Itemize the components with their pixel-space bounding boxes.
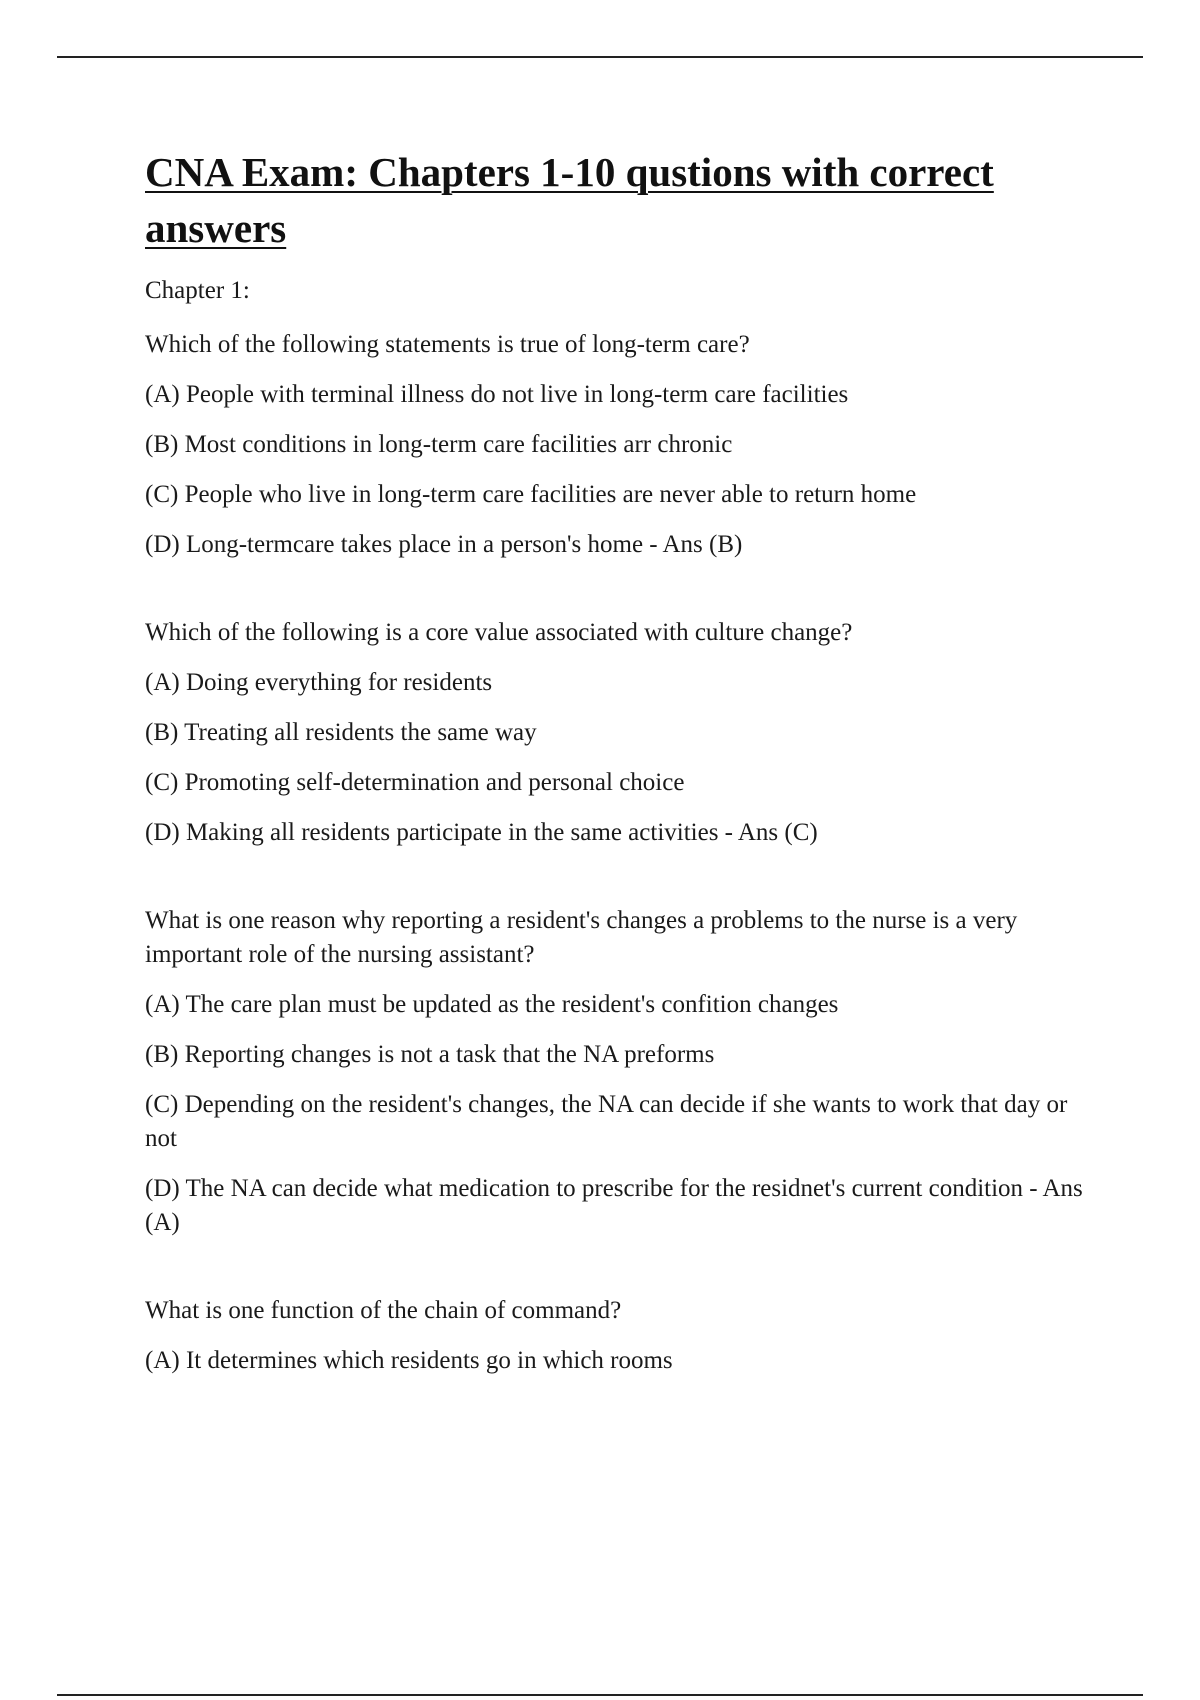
bottom-rule [57, 1694, 1143, 1696]
question-block [145, 1294, 1085, 1378]
answer-option: (D) Making all residents participate in the same activities - Ans (C) [145, 819, 818, 846]
answer-option: (A) People with terminal illness do not live in long-term care facilities [145, 381, 849, 408]
answer-option: (B) Treating all residents the same way [145, 719, 537, 746]
answer-option: (B) Most conditions in long-term care facilities arr chronic [145, 431, 733, 458]
answer-option: (A) It determines which residents go in which rooms [145, 1347, 673, 1374]
question-text: Which of the following is a core value associated with culture change? [145, 619, 853, 646]
question-block [145, 328, 1085, 562]
question-block [145, 616, 1085, 850]
question-text: Which of the following statements is true of long-term care? [145, 331, 750, 358]
answer-option: (B) Reporting changes is not a task that the NA preforms [145, 1041, 715, 1068]
answer-option: (C) Depending on the resident's changes, the NA can decide if she wants to work that day or not [145, 1091, 1068, 1152]
answer-option: (A) The care plan must be updated as the resident's confition changes [145, 991, 839, 1018]
answer-option: (C) Promoting self-determination and personal choice [145, 769, 685, 796]
answer-option: (C) People who live in long-term care facilities are never able to return home [145, 481, 917, 508]
answer-option: (A) Doing everything for residents [145, 669, 493, 696]
document-title: CNA Exam: Chapters 1-10 qustions with correct answers [145, 149, 994, 251]
answer-option: (D) The NA can decide what medication to prescribe for the residnet's current condition - Ans (A) [145, 1175, 1083, 1236]
question-block [145, 904, 1085, 1240]
question-text: What is one function of the chain of command? [145, 1297, 622, 1324]
top-rule [57, 56, 1143, 58]
question-text: What is one reason why reporting a resident's changes a problems to the nurse is a very important role of the nursing assistant? [145, 907, 1018, 968]
chapter-heading: Chapter 1: [145, 277, 250, 304]
document-body [145, 144, 1085, 1378]
answer-option: (D) Long-termcare takes place in a person's home - Ans (B) [145, 531, 743, 558]
